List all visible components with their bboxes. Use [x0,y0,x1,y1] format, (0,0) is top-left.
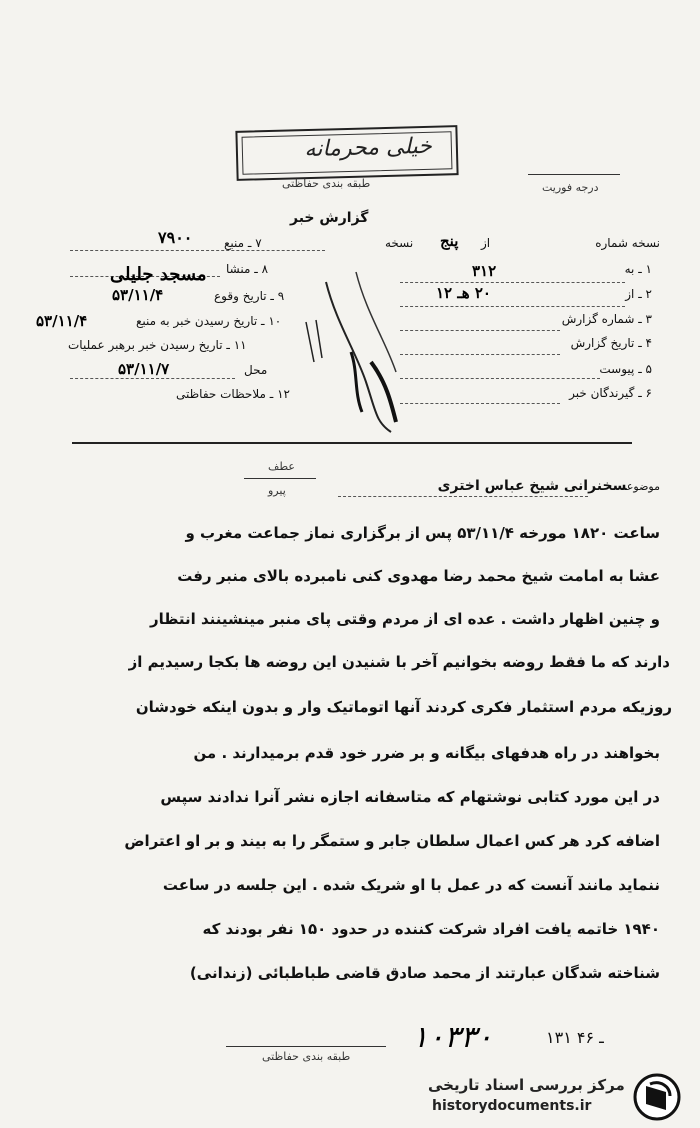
classification-label-top: طبقه بندی حفاظتی [282,177,371,190]
form-left-label-8: ۸ ـ منشا [226,262,269,276]
form-left-label-7: ۷ ـ منبع [224,236,262,250]
form-left-label-9: ۹ ـ تاریخ وقوع [214,289,285,303]
body-line-4: دارند که ما فقط روضه بخوانیم آخر با شنیدن این روضه ها بکجا رسیدیم از [128,653,670,671]
body-line-6: بخواهند در راه هدفهای بیگانه و بر ضرر خود قدم برمیدارند . من [193,744,660,762]
form-left-value-10: ۵۳/۱۱/۴ [36,312,88,330]
copy-from-label: از [481,236,491,250]
stamp-text: خیلی محرمانه [304,133,433,163]
form-right-label-1: ۱ ـ به [624,262,652,276]
body-line-9: ننماید مانند آنست که در عمل با او شریک شده . این جلسه در ساعت [162,876,660,894]
form-left-value-7: ۷۹۰۰ [158,228,193,247]
form-left-label-11: ۱۱ ـ تاریخ رسیدن خبر برهبر عملیات [68,338,247,352]
body-line-2: عشا به امامت شیخ محمد رضا مهدوی کنی نامبرده بالای منبر رفت [177,567,660,585]
classification-label-bottom: طبقه بندی حفاظتی [262,1050,351,1063]
body-line-7: در این مورد کتابی نوشتهام که متاسفانه اجازه نشر آنرا ندادند سپس [160,788,660,806]
form-right-value-1: ۳۱۲ [472,262,497,280]
form-left-label-10: ۱۰ ـ تاریخ رسیدن خبر به منبع [136,314,282,328]
body-line-5: روزیکه مردم استثمار فکری کردند آنها اتوماتیک وار و بدون اینکه خودشان [135,698,672,716]
atf-label: عطف [268,460,295,473]
watermark-title: مرکز بررسی اسناد تاریخی [428,1076,625,1094]
top-secret-stamp [235,125,458,181]
body-line-1: ساعت ۱۸۲۰ مورخه ۵۳/۱۱/۴ پس از برگزاری نماز جماعت مغرب و [185,524,660,542]
form-left-value-place: ۵۳/۱۱/۷ [118,360,170,378]
form-right-label-5: ۵ ـ پیوست [599,362,652,376]
copy-count-value: پنج [440,232,459,250]
form-right-label-2: ۲ ـ از [625,287,652,301]
handwritten-doc-number: ۱۰۳۳۰ [412,1020,493,1055]
form-right-label-3: ۳ ـ شماره گزارش [561,312,652,326]
watermark-site: historydocuments.ir [432,1098,592,1114]
body-line-11: شناخته شدگان عبارتند از محمد صادق قاضی طباطبائی (زندانی) [189,964,660,982]
form-right-value-2: ۲۰ هـ ۱۲ [436,284,491,302]
form-left-value-8: مسجد جلیلی [110,264,207,285]
form-right-label-4: ۴ ـ تاریخ گزارش [570,336,652,350]
peyro-label: پیرو [268,484,286,497]
copy-number-label: نسخه شماره [595,236,660,250]
doc-code: ۱۳۱ ـ ۴۶ [546,1028,604,1047]
subject-text: سخنرانی شیخ عباس اختری [437,478,627,494]
body-line-3: و چنین اظهار داشت . عده ای از مردم وقتی پای منبر مینشینند انتظار [149,610,660,628]
report-title: گزارش خبر [290,210,369,226]
form-right-label-6: ۶ ـ گیرندگان خبر [569,386,652,400]
archive-logo-icon [632,1072,682,1122]
form-left-label-place: محل [244,363,268,377]
body-line-8: اضافه کرد هر کس اعمال سلطان جابر و ستمگر را به بیند و بر او اعتراض [124,832,660,850]
form-left-value-9: ۵۳/۱۱/۴ [112,286,164,304]
urgency-label: درجه فوریت [542,181,599,194]
form-left-label-12: ۱۲ ـ ملاحظات حفاظتی [176,387,290,401]
copy-word: نسخه [385,236,414,250]
subject-label: موضوع [626,480,660,493]
subject-value [438,478,660,494]
body-line-10: ۱۹۴۰ خاتمه یافت افراد شرکت کننده در حدود ۱۵۰ نفر بودند که [202,920,660,938]
handwritten-annotation-icon [296,262,416,442]
